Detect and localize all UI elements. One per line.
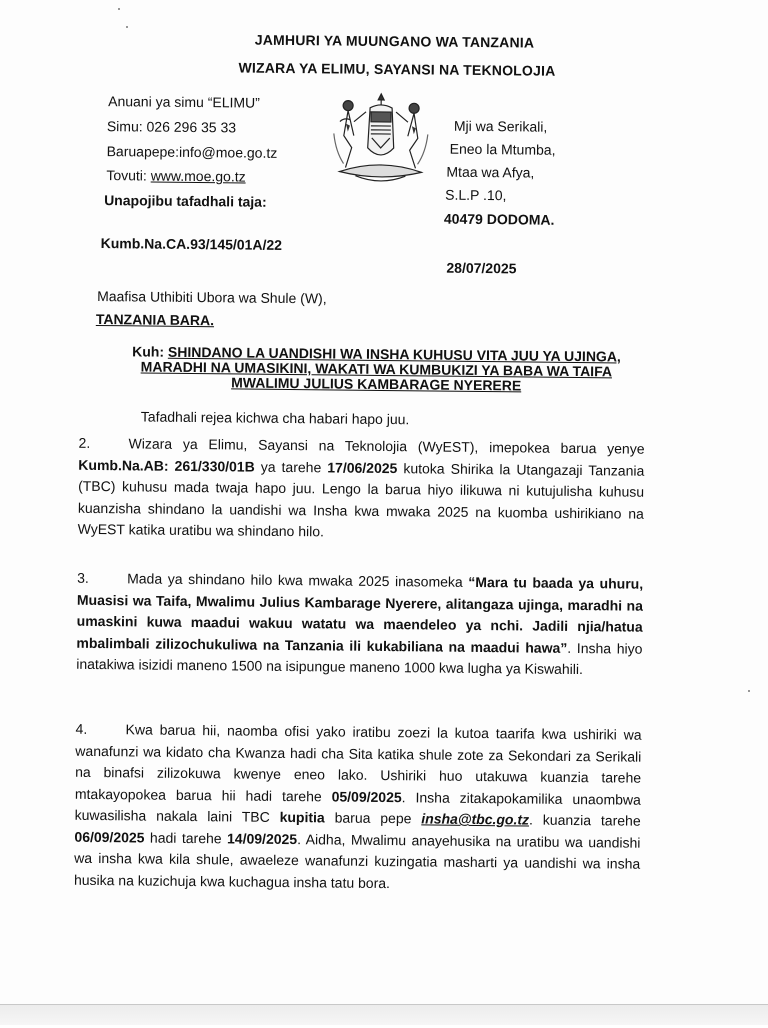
reply-note: Unapojibu tafadhali taja: — [104, 192, 267, 210]
website-label: Tovuti: — [106, 167, 151, 184]
contact-website — [106, 167, 245, 184]
coat-of-arms-icon — [325, 87, 436, 190]
deadline-date: 05/09/2025 — [331, 787, 402, 805]
address-line-3: Mtaa wa Afya, — [446, 163, 535, 181]
scan-bottom-edge — [0, 1004, 768, 1025]
para-text: . Aidha, Mwalimu anayehusika na uratibu wa uandishi wa insha kwa kila shule, awaeleze wanafunzi kuzingatia masharti ya uandishi wa insha husika na kuzichuja kwa kuchagua insha tatu bora. — [73, 830, 641, 891]
paragraph-number: 4. — [75, 720, 88, 737]
submission-email[interactable]: insha@tbc.go.tz — [421, 810, 530, 828]
contact-phone: Simu: 026 296 35 33 — [106, 118, 237, 136]
letter-date: 28/07/2025 — [446, 259, 517, 277]
paragraph-4 — [74, 719, 642, 897]
contact-telegram: Anuani ya simu “ELIMU” — [108, 93, 260, 111]
letter-ref: Kumb.Na.AB: 261/330/01B — [78, 456, 255, 475]
subject-block — [121, 344, 631, 394]
recipient-line-1: Maafisa Uthibiti Ubora wa Shule (W), — [97, 287, 327, 307]
letter-ref-date: 17/06/2025 — [327, 458, 398, 476]
para-text: Wizara ya Elimu, Sayansi na Teknolojia (WyEST), imepokea barua yenye — [128, 435, 645, 457]
address-line-2: Eneo la Mtumba, — [449, 140, 556, 158]
via-word: kupitia — [279, 808, 325, 826]
subject-line-2: MARADHI NA UMASIKINI, WAKATI WA KUMBUKIZI YA BABA WA TAIFA — [140, 358, 613, 380]
para-text: ya tarehe — [254, 458, 328, 475]
intro-sentence: Tafadhali rejea kichwa cha habari hapo juu. — [140, 408, 410, 428]
contact-email: Baruapepe:info@moe.go.tz — [106, 143, 278, 161]
para-text: . Insha hiyo inatakiwa isizidi maneno 1500 na isipungue maneno 1000 kwa lugha ya Kiswahili. — [76, 639, 643, 678]
address-line-4: S.L.P .10, — [445, 186, 507, 204]
subject-line-3: MWALIMU JULIUS KAMBARAGE NYERERE — [231, 374, 522, 394]
address-line-5: 40479 DODOMA. — [443, 210, 555, 228]
address-line-1: Mji wa Serikali, — [453, 117, 548, 135]
para-text: kutoka Shirika la Utangazaji Tanzania (TBC) kuhusu mada twaja hapo juu. Lengo la barua hiyo ilikuwa ni kutujulisha kuhusu kuanzisha shindano la uandishi wa Insha kwa mwaka 2025 na kuomba ushirikiano na WyEST katika uratibu wa shindano hilo. — [77, 459, 645, 540]
para-text: . Insha zitakapokamilika unaombwa kuwasilisha nakala laini TBC — [74, 788, 641, 825]
paragraph-number: 2. — [78, 434, 91, 451]
header-republic: JAMHURI YA MUUNGANO WA TANZANIA — [254, 31, 535, 51]
end-date: 14/09/2025 — [226, 829, 298, 847]
para-text: Kwa barua hii, naomba ofisi yako iratibu zoezi la kutoa taarifa kwa ushiriki wa wanafunzi wa kidato cha Kwanza hadi cha Sita katika shule zote za Sekondari za Serikali na binafsi zilizokuwa kwenye eneo lako. Ushiriki huo utakuwa kuanzia tarehe mtakayopokea barua hii hadi tarehe — [74, 721, 642, 804]
reference-number: Kumb.Na.CA.93/145/01A/22 — [100, 235, 283, 253]
subject-text-1: SHINDANO LA UANDISHI WA INSHA KUHUSU VITA JUU YA UJINGA, — [167, 343, 621, 365]
para-text: hadi tarehe — [144, 829, 228, 846]
para-text: . kuanzia tarehe — [528, 811, 641, 829]
para-text: Mada ya shindano hilo kwa mwaka 2025 inasomeka — [127, 570, 469, 590]
recipient-line-2: TANZANIA BARA. — [95, 310, 215, 329]
paragraph-number: 3. — [77, 569, 89, 586]
start-date: 06/09/2025 — [74, 828, 145, 846]
para-text: barua pepe — [324, 809, 422, 827]
website-link[interactable]: www.moe.go.tz — [150, 167, 246, 185]
header-ministry: WIZARA YA ELIMU, SAYANSI NA TEKNOLOJIA — [238, 59, 556, 79]
paragraph-2 — [78, 433, 645, 546]
paragraph-3 — [76, 568, 643, 681]
essay-topic: “Mara tu baada ya uhuru, Muasisi wa Taifa, Mwalimu Julius Kambarage Nyerere, alitangaza ujinga, maradhi na umaskini kuwa maadui wakuu watatu wa maendeleo ya nchi. Jadili njia/hatua mbalimbali zilizochukuliwa na Tanzania ili kukabiliana na maadui hawa” — [76, 573, 644, 656]
subject-prefix: Kuh: — [132, 343, 169, 360]
